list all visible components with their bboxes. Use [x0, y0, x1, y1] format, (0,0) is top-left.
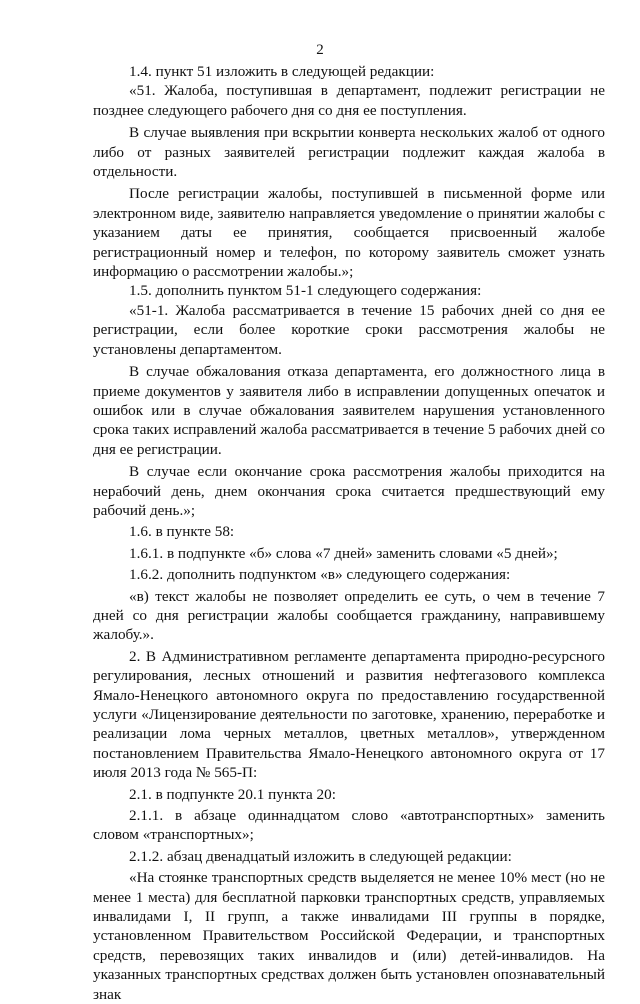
paragraph-2-1-1: 2.1.1. в абзаце одиннадцатом слово «автотранспортных» заменить словом «транспортных»;	[93, 807, 605, 844]
page-number: 2	[316, 42, 324, 58]
paragraph-51-1: «51-1. Жалоба рассматривается в течение 15 рабочих дней со дня ее регистрации, если более короткие сроки рассмотрения жалобы не установлены департаментом.	[93, 301, 605, 358]
paragraph-parking: «На стоянке транспортных средств выделяется не менее 10% мест (но не менее 1 места) для бесплатной парковки транспортных средств, управляемых инвалидами I, II групп, а также инвалидами III группы в порядке, установленном Правительством Российской Федерации, и транспортных средств, перевозящих таких инвалидов и (или) детей-инвалидов. На указанных транспортных средствах должен быть установлен опознавательный знак	[93, 869, 605, 1003]
paragraph-1-5: 1.5. дополнить пунктом 51-1 следующего содержания:	[129, 282, 482, 300]
paragraph-51-1-appeal: В случае обжалования отказа департамента, его должностного лица в приеме документов у заявителя либо в исправлении допущенных опечаток и ошибок или в случае обжалования заявителем нарушения установленного срока таких исправлений жалоба рассматривается в течение 5 рабочих дней со дня ее регистрации.	[93, 363, 605, 458]
document-body	[93, 62, 605, 1004]
paragraph-2-1-2: 2.1.2. абзац двенадцатый изложить в следующей редакции:	[129, 847, 512, 865]
paragraph-1-6: 1.6. в пункте 58:	[129, 523, 235, 541]
paragraph-51-notification: После регистрации жалобы, поступившей в письменной форме или электронном виде, заявителю направляется уведомление о принятии жалобы с указанием даты ее принятия, сообщается присвоенный жалобе регистрационный номер и телефон, по которому заявитель сможет узнать информацию о рассмотрении жалобы.»;	[93, 185, 605, 281]
paragraph-58-v: «в) текст жалобы не позволяет определить ее суть, о чем в течение 7 дней со дня регистрации жалобы сообщается гражданину, направившему жалобу.».	[93, 587, 605, 644]
paragraph-51-1-nonworking-day: В случае если окончание срока рассмотрения жалобы приходится на нерабочий день, днем окончания срока считается предшествующий ему рабочий день.»;	[93, 463, 605, 519]
paragraph-51: «51. Жалоба, поступившая в департамент, подлежит регистрации не позднее следующего рабочего дня со дня ее поступления.	[93, 82, 605, 119]
paragraph-1-4: 1.4. пункт 51 изложить в следующей редакции:	[129, 63, 435, 80]
paragraph-1-6-2: 1.6.2. дополнить подпунктом «в» следующего содержания:	[129, 566, 511, 584]
paragraph-1-6-1: 1.6.1. в подпункте «б» слова «7 дней» заменить словами «5 дней»;	[129, 544, 558, 562]
paragraph-2: 2. В Административном регламенте департамента природно-ресурсного регулирования, лесных отношений и развития нефтегазового комплекса Ямало-Ненецкого автономного округа по предоставлению государственной услуги «Лицензирование деятельности по заготовке, хранению, переработке и реализации лома черных металлов, цветных металлов», утвержденном постановлением Правительства Ямало-Ненецкого автономного округа от 17 июля 2013 года № 565-П:	[93, 647, 605, 782]
paragraph-51-envelope: В случае выявления при вскрытии конверта нескольких жалоб от одного либо от разных заявителей регистрации подлежит каждая жалоба в отдельности.	[93, 124, 605, 181]
paragraph-2-1: 2.1. в подпункте 20.1 пункта 20:	[129, 785, 336, 803]
